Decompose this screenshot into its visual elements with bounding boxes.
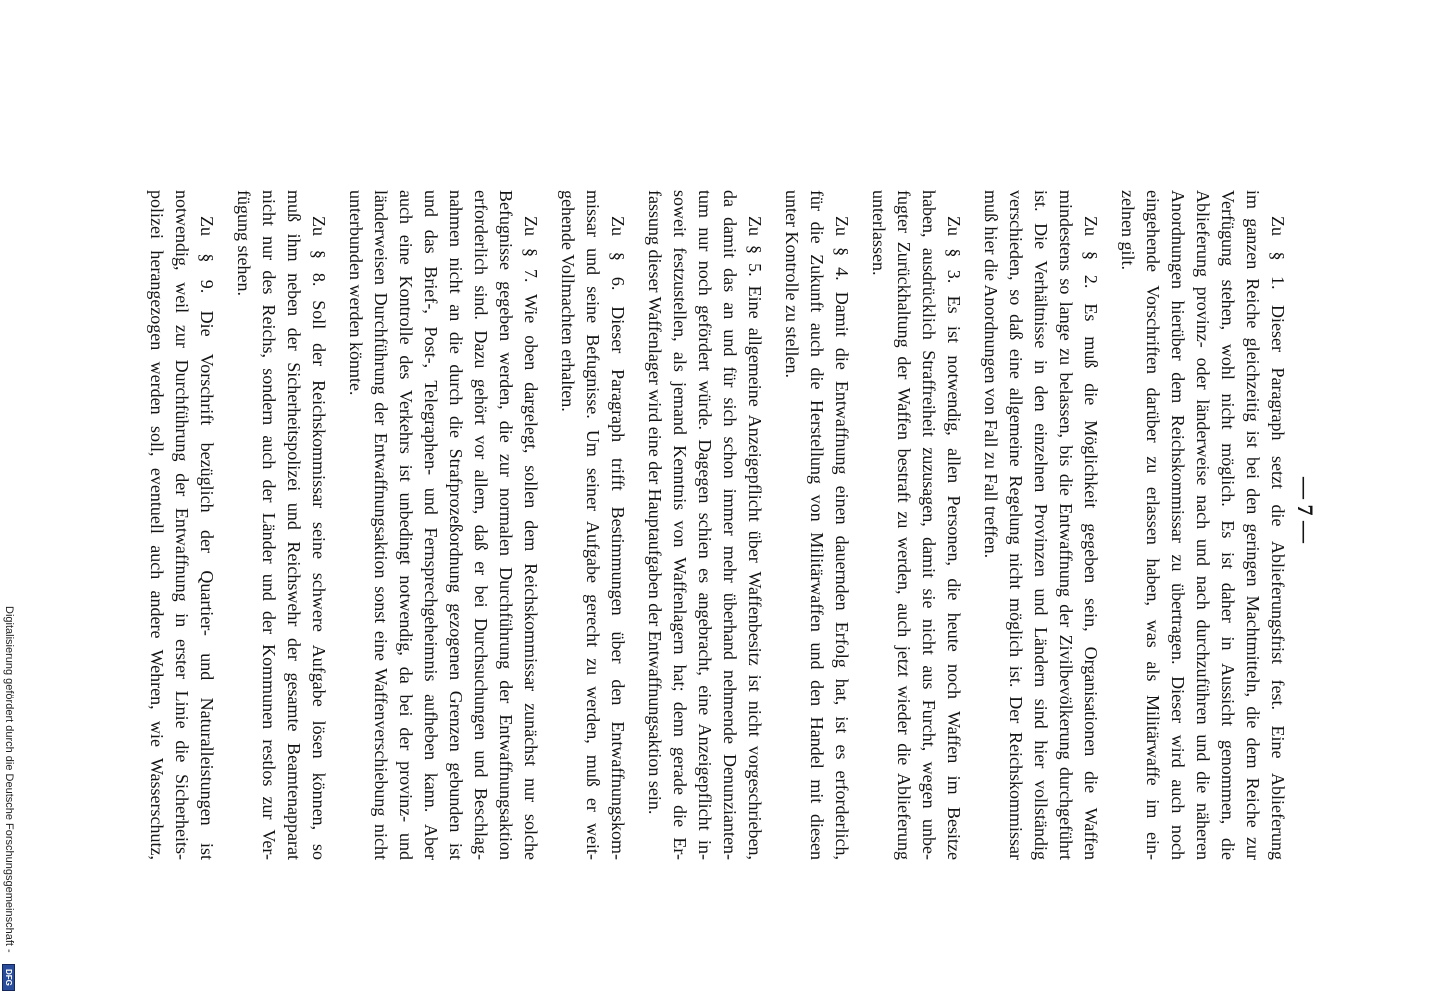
text-line: eingehende Vorschriften darüber zu erlassen haben, was als Militärwaffe im ein-: [1143, 190, 1163, 860]
text-line: Anordnungen hierüber dem Reichskommissar zu übertragen. Dieser wird auch noch: [1168, 190, 1188, 860]
text-line: verschieden, so daß eine allgemeine Regelung nicht möglich ist. Der Reichskommissar: [1006, 190, 1026, 860]
paragraph-section-3: [866, 190, 966, 860]
text-line: gehende Vollmachten erhalten.: [558, 190, 578, 412]
text-line: Zu § 8. Soll der Reichskommissar seine schwere Aufgabe lösen können, so: [309, 216, 329, 860]
text-line: zelnen gilt.: [1118, 190, 1138, 270]
text-line: nicht nur des Reichs, sondern auch der Länder und der Kommunen restlos zur Ver-: [259, 190, 279, 860]
text-line: fugter Zurückhaltung der Waffen bestraft zu werden, auch jetzt wieder die Ablieferung: [894, 190, 914, 860]
text-line: Verfügung stehen, wohl nicht möglich. Es ist daher in Aussicht genommen, die: [1218, 190, 1238, 860]
text-line: Zu § 9. Die Vorschrift bezüglich der Quartier- und Naturalleistungen ist: [197, 216, 217, 860]
text-line: polizei herangezogen werden soll, eventuell auch andere Wehren, wie Wasserschutz,: [147, 190, 167, 860]
paragraph-section-1: [1115, 190, 1290, 860]
text-line: tum nur noch gefördert würde. Dagegen schien es angebracht, eine Anzeigepflicht in-: [695, 190, 715, 860]
page-number: — 7 —: [1293, 477, 1318, 543]
text-line: unter Kontrolle zu stellen.: [782, 190, 802, 378]
text-line: ist. Die Verhältnisse in den einzelnen Provinzen und Ländern sind hier vollständig: [1031, 190, 1051, 860]
text-line: muß ihm neben der Sicherheitspolizei und Reichswehr der gesamte Beamtenapparat: [284, 190, 304, 860]
text-line: unterbunden werden könnte.: [346, 190, 366, 396]
text-line: unterlassen.: [869, 190, 889, 276]
paragraph-section-5: [642, 190, 767, 860]
paragraph-section-7: [343, 190, 543, 860]
paragraph-section-9: [144, 190, 219, 860]
text-line: und das Brief-, Post-, Telegraphen- und Fernsprechgeheimnis aufheben kann. Aber: [421, 190, 441, 860]
dfg-logo: DFG: [2, 964, 15, 991]
text-line: muß hier die Anordnungen von Fall zu Fall treffen.: [981, 190, 1001, 559]
text-line: erforderlich sind. Dazu gehört vor allem, daß er bei Durchsuchungen und Beschlag-: [471, 190, 491, 860]
text-line: Zu § 5. Eine allgemeine Anzeigepflicht über Waffenbesitz ist nicht vorgeschrieben,: [745, 216, 765, 860]
text-line: auch eine Kontrolle des Verkehrs ist unbedingt notwendig, da bei der provinz- und: [396, 190, 416, 860]
text-line: mindestens so lange zu belassen, bis die Entwaffnung der Zivilbevölkerung durchgeführt: [1056, 190, 1076, 860]
text-line: Zu § 3. Es ist notwendig, allen Personen, die heute noch Waffen im Besitze: [944, 216, 964, 860]
text-line: Ablieferung provinz- oder länderweise nach und nach durchzuführen und die näheren: [1193, 190, 1213, 860]
text-line: im ganzen Reiche gleichzeitig ist bei den geringen Machtmitteln, die dem Reiche zur: [1243, 190, 1263, 860]
paragraph-section-6: [555, 190, 630, 860]
text-line: Zu § 7. Wie oben dargelegt, sollen dem Reichskommissar zunächst nur solche: [521, 216, 541, 860]
text-line: Zu § 6. Dieser Paragraph trifft Bestimmungen über den Entwaffnungskom-: [608, 216, 628, 860]
text-line: länderweisen Durchführung der Entwaffnungsaktion sonst eine Waffenverschiebung nicht: [371, 190, 391, 860]
paragraph-section-8: [231, 190, 331, 860]
text-line: da damit das an und für sich schon immer mehr überhand nehmende Denunzianten-: [720, 190, 740, 860]
text-line: Zu § 2. Es muß die Möglichkeit gegeben sein, Organisationen die Waffen: [1081, 216, 1101, 860]
text-line: haben, ausdrücklich Straffreiheit zuzusagen, damit sie nicht aus Furcht, wegen unbe-: [919, 190, 939, 860]
paragraph-section-2: [978, 190, 1103, 860]
text-line: fassung dieser Waffenlager wird eine der Hauptaufgaben der Entwaffnungsaktion sein.: [645, 190, 665, 815]
paragraph-section-4: [779, 190, 854, 860]
text-line: Zu § 4. Damit die Entwaffnung einen dauernden Erfolg hat, ist es erforderlich,: [832, 216, 852, 860]
text-line: notwendig, weil zur Durchführung der Entwaffnung in erster Linie die Sicherheits-: [172, 190, 192, 860]
text-line: soweit festzustellen, als jemand Kenntnis von Waffenlagern hat; denn gerade die Er-: [670, 190, 690, 860]
book-page: [140, 190, 1320, 860]
text-line: für die Zukunft auch die Herstellung von Militärwaffen und den Handel mit diesen: [807, 190, 827, 860]
text-line: nahmen nicht an die durch die Strafprozeßordnung gezogenen Grenzen gebunden ist: [446, 190, 466, 860]
funding-note: Digitalisierung gefördert durch die Deutsche Forschungsgemeinschaft -: [3, 606, 15, 953]
text-line: missar und seine Befugnisse. Um seiner Aufgabe gerecht zu werden, muß er weit-: [583, 190, 603, 860]
text-line: Befugnisse gegeben werden, die zur normalen Durchführung der Entwaffnungsaktion: [496, 190, 516, 860]
text-line: Zu § 1. Dieser Paragraph setzt die Ablieferungsfrist fest. Eine Ablieferung: [1268, 216, 1288, 860]
text-line: fügung stehen.: [234, 190, 254, 296]
